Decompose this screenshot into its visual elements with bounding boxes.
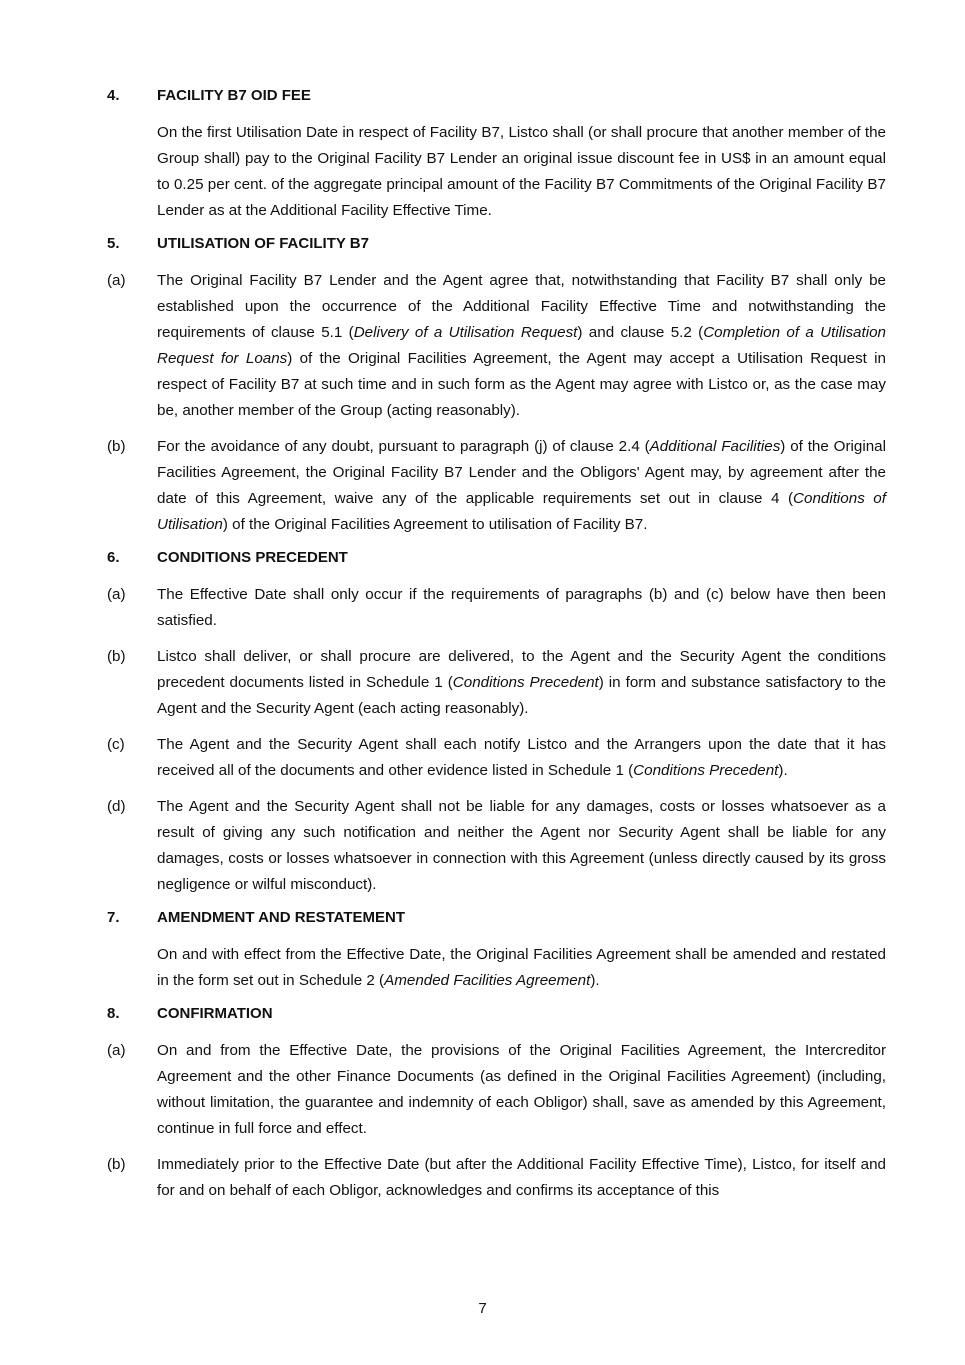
italic-reference: Conditions of Utilisation <box>157 490 886 533</box>
section-title: CONDITIONS PRECEDENT <box>157 549 348 566</box>
italic-reference: Completion of a Utilisation Request for Loans <box>157 324 886 367</box>
paragraph <box>107 942 886 994</box>
paragraph-label: (a) <box>107 1042 126 1059</box>
paragraph-text: The Effective Date shall only occur if the requirements of paragraphs (b) and (c) below have then been satisfied. <box>157 586 886 629</box>
paragraph-label: (d) <box>107 798 126 815</box>
paragraph-text <box>157 434 886 538</box>
section-heading <box>107 1004 886 1024</box>
text-run: ). <box>590 972 600 989</box>
italic-reference: Amended Facilities Agreement <box>384 972 591 989</box>
paragraph-label: (b) <box>107 648 126 665</box>
text-run: The Agent and the Security Agent shall each notify Listco and the Arrangers upon the date that it has received all of the documents and other evidence listed in Schedule 1 ( <box>157 736 886 779</box>
paragraph <box>107 644 886 722</box>
italic-reference: Conditions Precedent <box>633 762 779 779</box>
text-run: ) and clause 5.2 ( <box>577 324 704 341</box>
paragraph-label: (b) <box>107 438 126 455</box>
paragraph-label: (a) <box>107 586 126 603</box>
italic-reference: Conditions Precedent <box>452 674 599 691</box>
paragraph-label: (b) <box>107 1156 126 1173</box>
text-run: ) of the Original Facilities Agreement, the Original Facility B7 Lender and the Obligors' Agent may, by agreement after the date of this Agreement, waive any of the applicable requirements set out in clause 4 ( <box>157 438 886 507</box>
section-title: UTILISATION OF FACILITY B7 <box>157 235 369 252</box>
paragraph-text: Immediately prior to the Effective Date (but after the Additional Facility Effective Time), Listco, for itself and for and on behalf of each Obligor, acknowledges and confirms its acceptance of this <box>157 1156 886 1199</box>
paragraph-text <box>157 942 886 994</box>
paragraph-text <box>157 268 886 424</box>
text-run: ). <box>778 762 788 779</box>
paragraph <box>107 1152 886 1204</box>
italic-reference: Delivery of a Utilisation Request <box>353 324 578 341</box>
paragraph <box>107 120 886 224</box>
paragraph-text: On the first Utilisation Date in respect of Facility B7, Listco shall (or shall procure that another member of the Group shall) pay to the Original Facility B7 Lender an original issue discount fee in US$ in an amount equal to 0.25 per cent. of the aggregate principal amount of the Facility B7 Commitments of the Original Facility B7 Lender as at the Additional Facility Effective Time. <box>157 124 886 219</box>
text-run: The Original Facility B7 Lender and the Agent agree that, notwithstanding that Facility B7 shall only be established upon the occurrence of the Additional Facility Effective Time and notwithstanding the requirements of clause 5.1 ( <box>157 272 886 341</box>
section-title: AMENDMENT AND RESTATEMENT <box>157 909 406 926</box>
section-number: 4. <box>107 87 120 104</box>
section-title: FACILITY B7 OID FEE <box>157 87 311 104</box>
paragraph-text: The Agent and the Security Agent shall not be liable for any damages, costs or losses whatsoever as a result of giving any such notification and neither the Agent nor Security Agent shall be liable for any damages, costs or losses whatsoever in connection with this Agreement (unless directly caused by its gross negligence or wilful misconduct). <box>157 798 886 893</box>
section-heading <box>107 86 886 106</box>
paragraph <box>107 582 886 634</box>
section-title: CONFIRMATION <box>157 1005 273 1022</box>
text-run: Listco shall deliver, or shall procure are delivered, to the Agent and the Security Agent the conditions precedent documents listed in Schedule 1 ( <box>157 648 886 691</box>
paragraph-text <box>157 644 886 722</box>
paragraph <box>107 732 886 784</box>
paragraph <box>107 1038 886 1142</box>
paragraph-text <box>157 732 886 784</box>
paragraph <box>107 794 886 898</box>
italic-reference: Additional Facilities <box>649 438 781 455</box>
paragraph-text: On and from the Effective Date, the provisions of the Original Facilities Agreement, the Intercreditor Agreement and the other Finance Documents (as defined in the Original Facilities Agreement) (including, without limitation, the guarantee and indemnity of each Obligor) shall, save as amended by this Agreement, continue in full force and effect. <box>157 1042 886 1137</box>
text-run: ) of the Original Facilities Agreement, the Agent may accept a Utilisation Request in respect of Facility B7 at such time and in such form as the Agent may agree with Listco or, as the case may be, another member of the Group (acting reasonably). <box>157 350 886 419</box>
section-heading <box>107 234 886 254</box>
text-run: ) in form and substance satisfactory to the Agent and the Security Agent (each acting reasonably). <box>157 674 887 717</box>
section-number: 8. <box>107 1005 120 1022</box>
text-run: For the avoidance of any doubt, pursuant to paragraph (j) of clause 2.4 ( <box>157 438 650 455</box>
section-heading <box>107 548 886 568</box>
page-number: 7 <box>478 1300 487 1317</box>
text-run: On and with effect from the Effective Date, the Original Facilities Agreement shall be amended and restated in the form set out in Schedule 2 ( <box>157 946 886 989</box>
text-run: ) of the Original Facilities Agreement to utilisation of Facility B7. <box>222 516 648 533</box>
section-number: 7. <box>107 909 120 926</box>
document-body <box>107 86 886 1214</box>
section-number: 5. <box>107 235 120 252</box>
section-number: 6. <box>107 549 120 566</box>
section-heading <box>107 908 886 928</box>
paragraph-label: (a) <box>107 272 126 289</box>
paragraph-label: (c) <box>107 736 125 753</box>
paragraph <box>107 268 886 424</box>
paragraph <box>107 434 886 538</box>
